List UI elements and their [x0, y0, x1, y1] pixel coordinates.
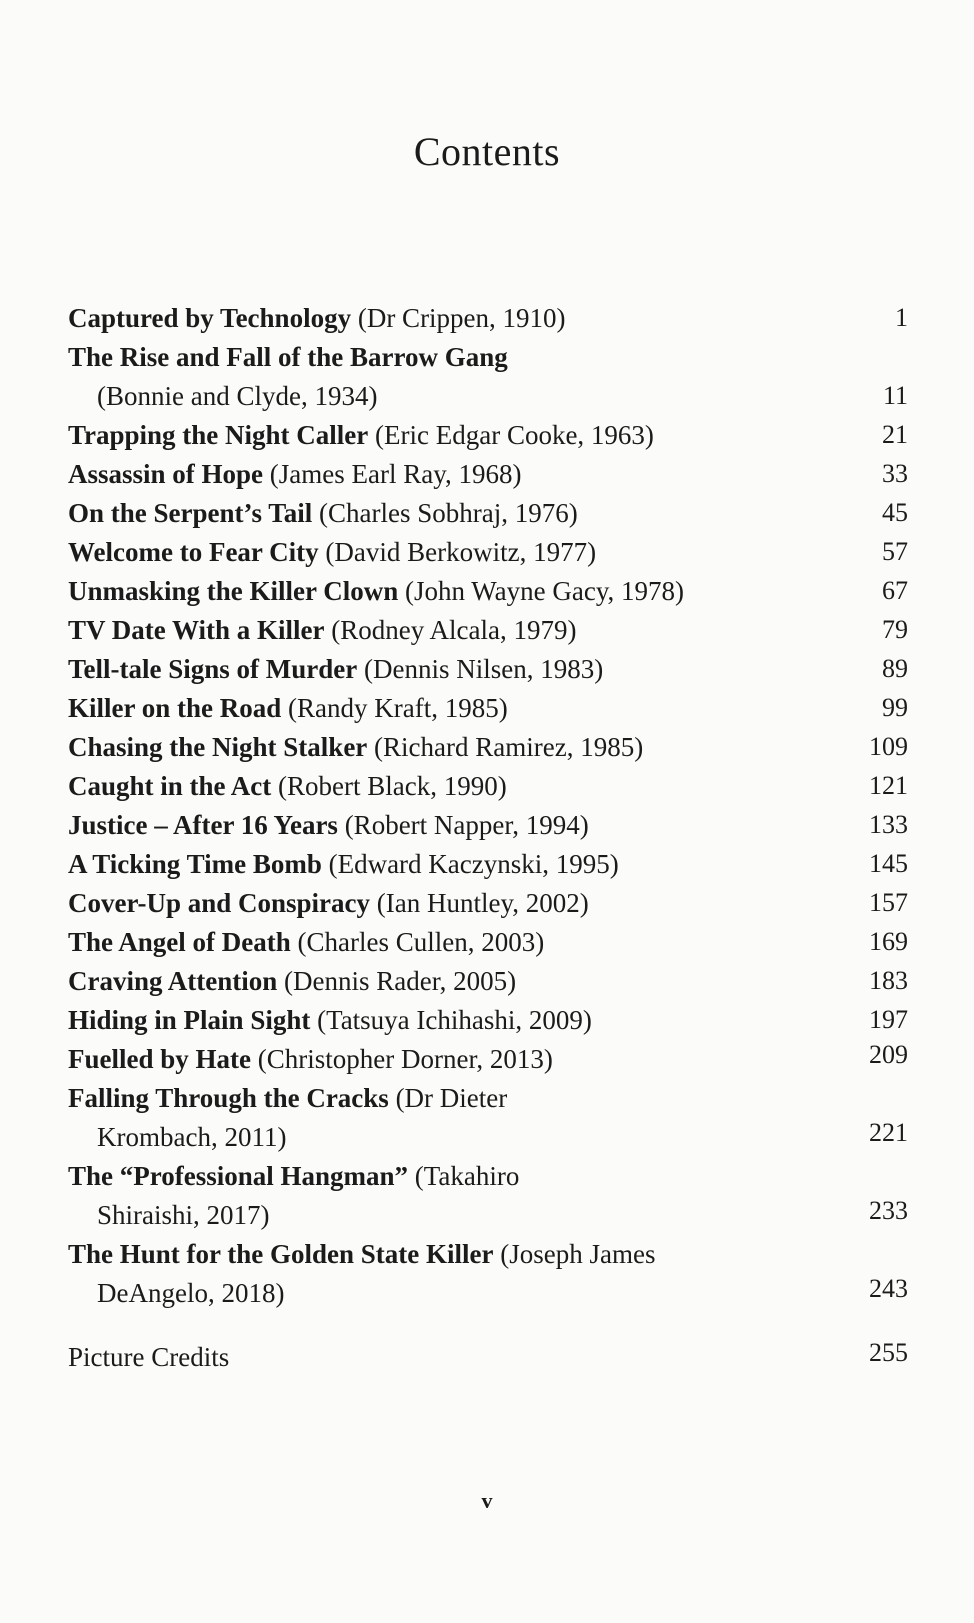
entry-title: Killer on the Road — [68, 693, 282, 723]
entry-title: Tell-tale Signs of Murder — [68, 654, 358, 684]
entry-detail: (Dennis Nilsen, 1983) — [364, 654, 604, 684]
entry-title: A Ticking Time Bomb — [68, 849, 322, 879]
entry-detail: (Christopher Dorner, 2013) — [257, 1044, 553, 1074]
page-number: 209 — [869, 1040, 908, 1069]
page-number: 183 — [869, 966, 908, 995]
page-number: 233 — [869, 1196, 908, 1225]
page-number: 67 — [882, 576, 908, 605]
page-number: 169 — [869, 927, 908, 956]
entry-title: Assassin of Hope — [68, 459, 264, 489]
entry-detail: (Ian Huntley, 2002) — [376, 888, 589, 918]
page-folio: v — [481, 1488, 493, 1513]
entry-detail: (Robert Black, 1990) — [278, 771, 507, 801]
entry-detail-continued: Krombach, 2011) — [97, 1122, 287, 1152]
page-number: 157 — [869, 888, 908, 917]
page-number: 21 — [882, 420, 908, 449]
entry-title: Captured by Technology — [68, 303, 352, 333]
page-number: 89 — [882, 654, 908, 683]
entry-detail: (Tatsuya Ichihashi, 2009) — [317, 1005, 592, 1035]
page-number: 243 — [869, 1274, 908, 1303]
page-number: 145 — [869, 849, 908, 878]
page-number: 99 — [882, 693, 908, 722]
entry-detail: (Robert Napper, 1994) — [344, 810, 589, 840]
entry-detail: (Joseph James — [500, 1239, 656, 1269]
entry-detail-continued: (Bonnie and Clyde, 1934) — [97, 381, 378, 411]
entry-detail: (Dr Crippen, 1910) — [357, 303, 566, 333]
entry-detail: (Charles Sobhraj, 1976) — [319, 498, 578, 528]
entry-title: Unmasking the Killer Clown — [68, 576, 399, 606]
entry-title: The Rise and Fall of the Barrow Gang — [68, 342, 508, 372]
entry-title: Hiding in Plain Sight — [68, 1005, 311, 1035]
page-number: 255 — [869, 1338, 908, 1367]
entry-title: Craving Attention — [68, 966, 278, 996]
entry-detail: (Rodney Alcala, 1979) — [331, 615, 577, 645]
entry-detail: (Dennis Rader, 2005) — [284, 966, 517, 996]
entry-detail-continued: DeAngelo, 2018) — [97, 1278, 285, 1308]
entry-title: The “Professional Hangman” — [68, 1161, 409, 1191]
entry-detail: (Dr Dieter — [395, 1083, 508, 1113]
entry-title: Fuelled by Hate — [68, 1044, 251, 1074]
entry-title: Picture Credits — [68, 1342, 230, 1372]
entry-detail: (Richard Ramirez, 1985) — [374, 732, 644, 762]
entry-detail: (John Wayne Gacy, 1978) — [405, 576, 685, 606]
page-title: Contents — [413, 129, 561, 174]
entry-title: Caught in the Act — [68, 771, 272, 801]
entry-title: Falling Through the Cracks — [68, 1083, 389, 1113]
entry-title: On the Serpent’s Tail — [68, 498, 313, 528]
page-number: 57 — [882, 537, 908, 566]
page-number: 109 — [869, 732, 908, 761]
page-number: 33 — [882, 459, 908, 488]
page-number: 121 — [869, 771, 908, 800]
entry-detail-continued: Shiraishi, 2017) — [97, 1200, 270, 1230]
entry-detail: (James Earl Ray, 1968) — [269, 459, 522, 489]
entry-title: Trapping the Night Caller — [68, 420, 369, 450]
entry-title: Welcome to Fear City — [68, 537, 319, 567]
entry-title: Chasing the Night Stalker — [68, 732, 368, 762]
entry-title: TV Date With a Killer — [68, 615, 325, 645]
page-number: 11 — [882, 381, 908, 410]
entry-title: The Angel of Death — [68, 927, 291, 957]
page-number: 45 — [882, 498, 908, 527]
page-number: 1 — [895, 303, 908, 332]
page-number: 197 — [869, 1005, 908, 1034]
page-number: 79 — [882, 615, 908, 644]
entry-title: The Hunt for the Golden State Killer — [68, 1239, 494, 1269]
entry-detail: (Takahiro — [414, 1161, 520, 1191]
entry-detail: (Eric Edgar Cooke, 1963) — [375, 420, 654, 450]
entry-detail: (David Berkowitz, 1977) — [325, 537, 597, 567]
entry-title: Cover-Up and Conspiracy — [68, 888, 371, 918]
page-number: 133 — [869, 810, 908, 839]
page-number: 221 — [869, 1118, 908, 1147]
entry-detail: (Charles Cullen, 2003) — [297, 927, 545, 957]
entry-title: Justice – After 16 Years — [68, 810, 338, 840]
entry-detail: (Edward Kaczynski, 1995) — [328, 849, 619, 879]
entry-detail: (Randy Kraft, 1985) — [288, 693, 508, 723]
